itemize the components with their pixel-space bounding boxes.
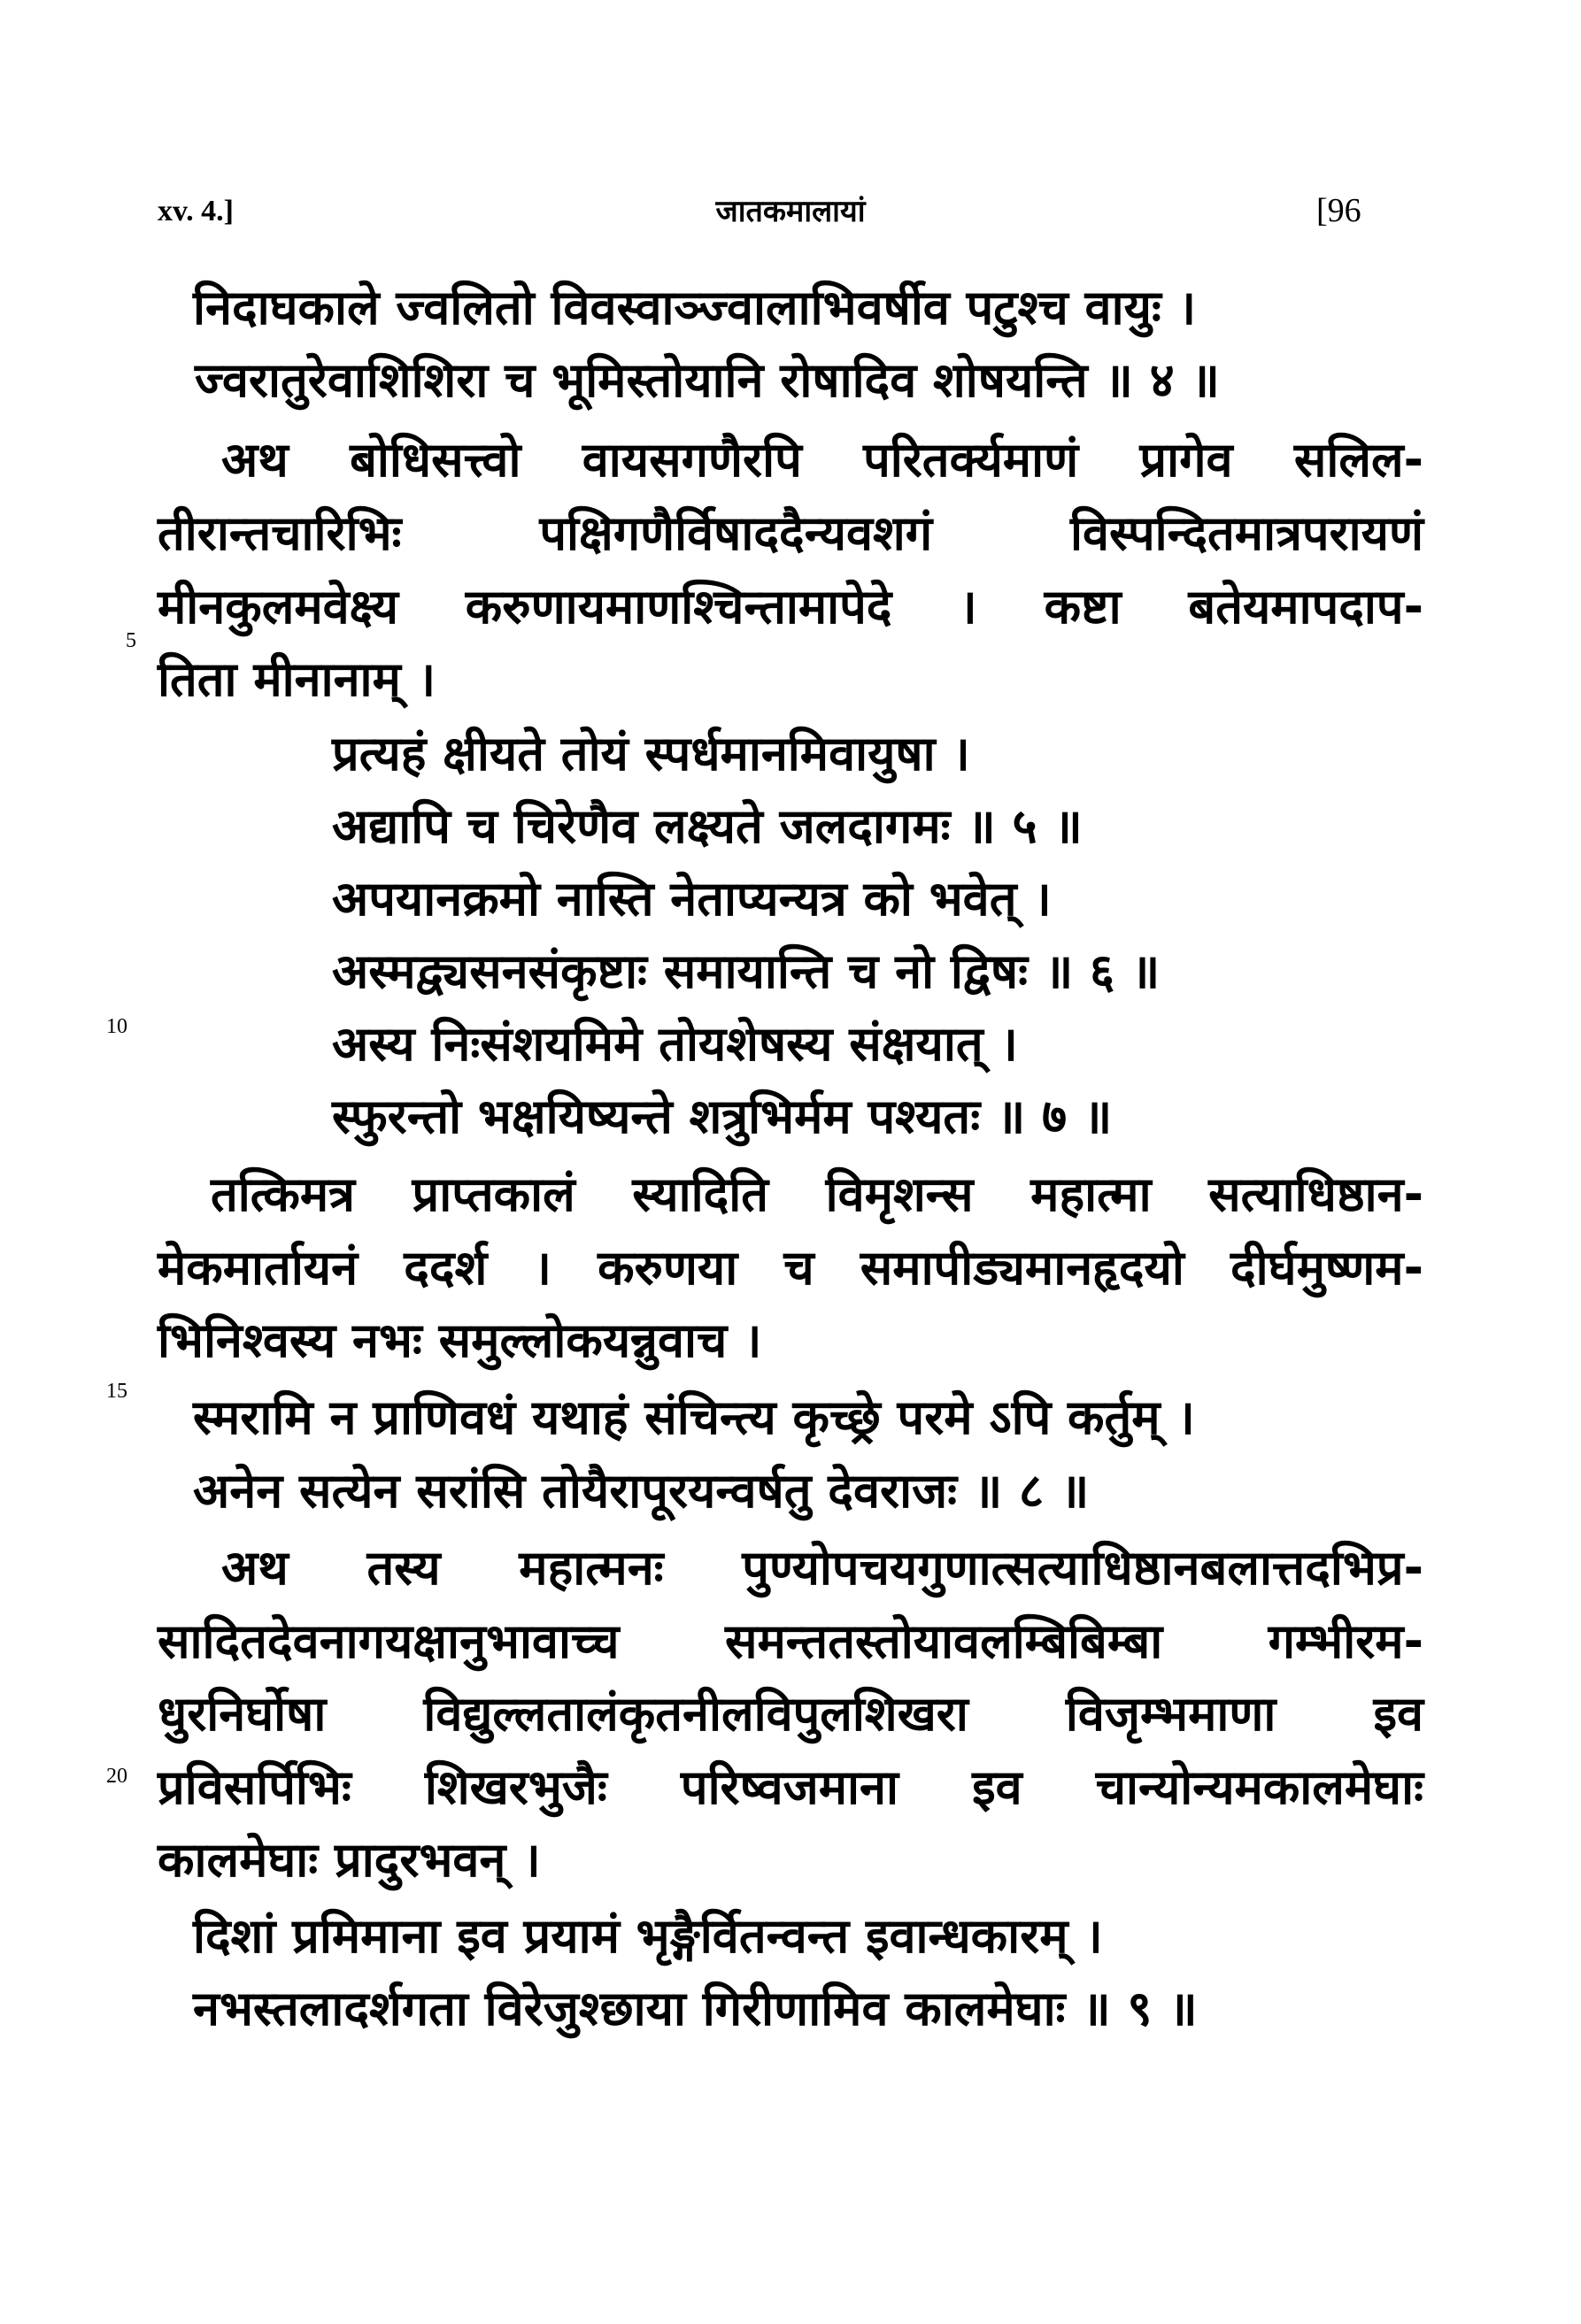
line-number: 5 <box>126 629 136 652</box>
verse-line: अस्मद्व्यसनसंकृष्टाः समायान्ति च नो द्विषः ॥ ६ ॥ <box>332 943 1161 999</box>
verse-line: स्मरामि न प्राणिवधं यथाहं संचिन्त्य कृच्छ्रे परमे ऽपि कर्तुम् । <box>193 1389 1195 1445</box>
header-title: जातकमालायां <box>715 194 866 229</box>
verse-line: अनेन सत्येन सरांसि तोयैरापूरयन्वर्षतु देवराजः ॥ ८ ॥ <box>193 1463 1090 1519</box>
prose-line: तीरान्तचारिभिः पक्षिगणैर्विषाददैन्यवशगं विस्पन्दितमात्रपरायणं <box>158 505 1423 561</box>
verse-line: दिशां प्रमिमाना इव प्रयामं भृङ्गैर्वितन्वन्त इवान्धकारम् । <box>193 1908 1103 1964</box>
running-header <box>0 188 1581 241</box>
verse-line: प्रत्यहं क्षीयते तोयं स्पर्धमानमिवायुषा । <box>332 726 970 781</box>
prose-line: भिनिश्वस्य नभः समुल्लोकयन्नुवाच । <box>158 1312 762 1368</box>
line-number: 10 <box>106 1015 127 1038</box>
prose-line: तत्किमत्र प्राप्तकालं स्यादिति विमृशन्स महात्मा सत्याधिष्ठान- <box>211 1166 1423 1222</box>
prose-line: मेकमार्तायनं ददर्श । करुणया च समापीड्यमानहृदयो दीर्घमुष्णम- <box>158 1240 1423 1296</box>
header-section-ref: xv. 4.] <box>158 195 234 227</box>
prose-line: अथ तस्य महात्मनः पुण्योपचयगुणात्सत्याधिष्ठानबलात्तदभिप्र- <box>221 1540 1423 1596</box>
verse-line: अस्य निःसंशयमिमे तोयशेषस्य संक्षयात् । <box>332 1016 1018 1072</box>
verse-line: निदाघकाले ज्वलितो विवस्वाञ्ज्वालाभिवर्षीव पटुश्च वायुः । <box>193 280 1197 335</box>
verse-line: ज्वरातुरेवाशिशिरा च भूमिस्तोयानि रोषादिव शोषयन्ति ॥ ४ ॥ <box>195 352 1220 408</box>
prose-line: कालमेघाः प्रादुरभवन् । <box>158 1832 541 1888</box>
prose-line: सादितदेवनागयक्षानुभावाच्च समन्ततस्तोयावलम्बिबिम्बा गम्भीरम- <box>158 1613 1423 1669</box>
line-number: 20 <box>106 1765 127 1788</box>
prose-line: तिता मीनानाम् । <box>158 651 436 707</box>
prose-line: अथ बोधिसत्त्वो वायसगणैरपि परितर्क्यमाणं प्रागेव सलिल- <box>221 432 1423 488</box>
verse-line: स्फुरन्तो भक्षयिष्यन्ते शत्रुभिर्मम पश्यतः ॥ ७ ॥ <box>332 1089 1113 1144</box>
prose-line: धुरनिर्घोषा विद्युल्लतालंकृतनीलविपुलशिखरा विजृम्भमाणा इव <box>158 1686 1423 1742</box>
prose-line: मीनकुलमवेक्ष्य करुणायमाणश्चिन्तामापेदे । कष्टा बतेयमापदाप- <box>158 579 1423 635</box>
header-page-number: [96 <box>1316 192 1361 229</box>
verse-line: अपयानक्रमो नास्ति नेताप्यन्यत्र को भवेत् । <box>332 871 1052 927</box>
verse-line: अद्यापि च चिरेणैव लक्ष्यते जलदागमः ॥ ५ ॥ <box>332 798 1083 854</box>
prose-line: प्रविसर्पिभिः शिखरभुजैः परिष्वजमाना इव चान्योन्यमकालमेघाः <box>158 1759 1423 1815</box>
verse-line: नभस्तलादर्शगता विरेजुश्छाया गिरीणामिव कालमेघाः ॥ ९ ॥ <box>193 1981 1198 2036</box>
line-number: 15 <box>106 1380 127 1403</box>
